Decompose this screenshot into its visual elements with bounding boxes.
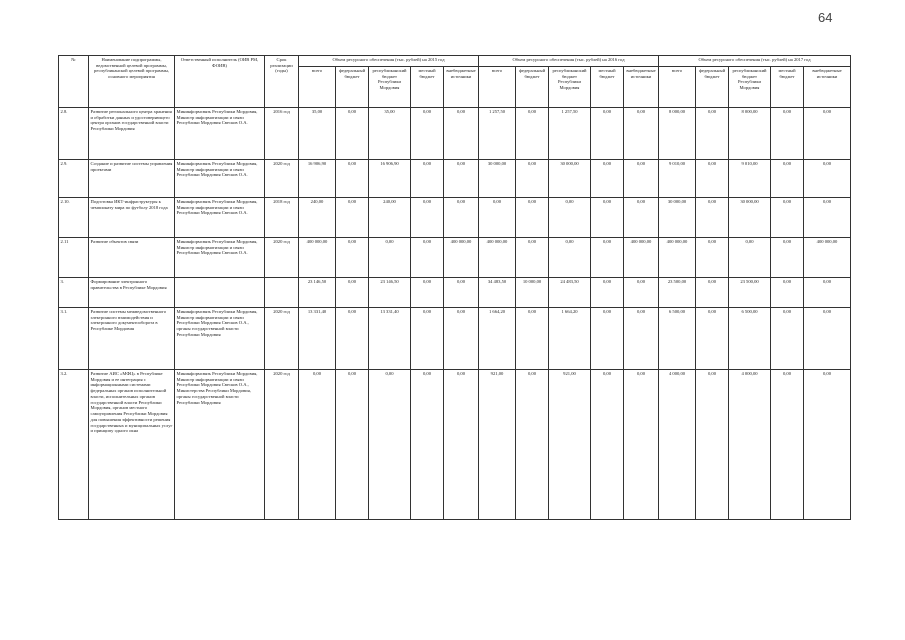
row-term [265, 278, 299, 308]
cell-value: 1 664,20 [479, 308, 516, 370]
cell-value: 0,00 [411, 308, 444, 370]
header-sub-4: внебюджетные источники [444, 67, 479, 108]
header-name: Наименование подпрограммы, ведомственной целевой программы, республиканской целевой программы, основного мероприятия [89, 56, 175, 108]
header-sub-2: республиканский бюджет Республики Мордовия [369, 67, 411, 108]
table-body [59, 108, 851, 520]
cell-value: 16 906,90 [369, 160, 411, 198]
row-number: 2.10. [59, 198, 89, 238]
cell-value: 400 000,00 [299, 238, 336, 278]
cell-value: 0,00 [624, 370, 659, 520]
header-sub-2: республиканский бюджет Республики Мордовия [549, 67, 591, 108]
cell-value: 0,00 [591, 278, 624, 308]
cell-value: 0,00 [624, 108, 659, 160]
cell-value: 0,00 [549, 198, 591, 238]
row-name: Создание и развитие системы управления проектами [89, 160, 175, 198]
cell-value: 0,00 [479, 198, 516, 238]
resource-table [58, 55, 851, 520]
cell-value: 0,00 [591, 108, 624, 160]
cell-value: 24 483,50 [549, 278, 591, 308]
cell-value: 23 146,50 [299, 278, 336, 308]
cell-value: 8 000,00 [729, 108, 771, 160]
cell-value: 0,00 [771, 370, 804, 520]
header-2015: Объем ресурсного обеспечения (тыс. рублей) на 2015 год [299, 56, 479, 67]
cell-value: 8 000,00 [659, 108, 696, 160]
cell-value: 0,00 [336, 238, 369, 278]
cell-value: 34 483,50 [479, 278, 516, 308]
cell-value: 0,00 [696, 278, 729, 308]
row-responsible: Мининформсвязь Республики Мордовия, Министр информатизации и связи Республики Мордовия Свесков О.А. [175, 160, 265, 198]
row-number: 3. [59, 278, 89, 308]
cell-value: 0,00 [411, 278, 444, 308]
cell-value: 6 500,00 [729, 308, 771, 370]
row-responsible: Мининформсвязь Республики Мордовия, Министр информатизации и связи Республики Мордовия Свесков О.А., Министерства Республики Мордовия, органы государственной власти Республики Мордовия [175, 370, 265, 520]
cell-value: 0,00 [771, 160, 804, 198]
cell-value: 0,00 [336, 198, 369, 238]
header-num: № [59, 56, 89, 108]
cell-value: 400 000,00 [624, 238, 659, 278]
header-sub-0: всего [299, 67, 336, 108]
cell-value: 9 010,00 [729, 160, 771, 198]
table-row [59, 160, 851, 198]
cell-value: 0,00 [516, 308, 549, 370]
cell-value: 0,00 [771, 238, 804, 278]
header-2016: Объем ресурсного обеспечения (тыс. рублей) на 2016 год [479, 56, 659, 67]
row-responsible: Мининформсвязь Республики Мордовия, Министр информатизации и связи Республики Мордовия Свесков О.А. [175, 238, 265, 278]
header-sub-0: всего [479, 67, 516, 108]
cell-value: 0,00 [696, 198, 729, 238]
row-term: 2020 год [265, 160, 299, 198]
header-term: Срок реализации (годы) [265, 56, 299, 108]
cell-value: 400 000,00 [479, 238, 516, 278]
cell-value: 0,00 [696, 308, 729, 370]
cell-value: 0,00 [771, 198, 804, 238]
cell-value: 0,00 [516, 160, 549, 198]
row-responsible: Мининформсвязь Республики Мордовия, Министр информатизации и связи Республики Мордовия Свесков О.А., органы государственной власти Республики Мордовия [175, 308, 265, 370]
row-name: Развитие регионального центра хранения и обработки данных и удостоверяющего центра органов государственной власти Республики Мордовия [89, 108, 175, 160]
cell-value: 4 000,00 [729, 370, 771, 520]
header-sub-4: внебюджетные источники [624, 67, 659, 108]
header-sub-3: местный бюджет [771, 67, 804, 108]
header-sub-3: местный бюджет [411, 67, 444, 108]
cell-value: 0,00 [336, 278, 369, 308]
row-number: 2.11 [59, 238, 89, 278]
cell-value: 0,00 [516, 238, 549, 278]
cell-value: 0,00 [369, 370, 411, 520]
cell-value: 0,00 [591, 160, 624, 198]
cell-value: 240,00 [299, 198, 336, 238]
cell-value: 0,00 [771, 308, 804, 370]
header-sub-2: республиканский бюджет Республики Мордовия [729, 67, 771, 108]
cell-value: 0,00 [591, 238, 624, 278]
cell-value: 0,00 [444, 198, 479, 238]
cell-value: 0,00 [696, 108, 729, 160]
header-sub-4: внебюджетные источники [804, 67, 851, 108]
cell-value: 400 000,00 [804, 238, 851, 278]
cell-value: 1 257,50 [549, 108, 591, 160]
row-name: Развитие системы межведомственного электронного взаимодействия и электронного документооборота в Республике Мордовия [89, 308, 175, 370]
cell-value: 0,00 [624, 160, 659, 198]
row-term: 2020 год [265, 370, 299, 520]
cell-value: 0,00 [336, 160, 369, 198]
cell-value: 400 000,00 [444, 238, 479, 278]
cell-value: 0,00 [804, 370, 851, 520]
cell-value: 0,00 [444, 308, 479, 370]
row-name: Развитие объектов связи [89, 238, 175, 278]
cell-value: 35,00 [299, 108, 336, 160]
row-responsible: Мининформсвязь Республики Мордовия, Министр информатизации и связи Республики Мордовия Свесков О.А. [175, 198, 265, 238]
cell-value: 0,00 [516, 108, 549, 160]
cell-value: 0,00 [336, 108, 369, 160]
header-sub-0: всего [659, 67, 696, 108]
cell-value: 35,00 [369, 108, 411, 160]
cell-value: 0,00 [444, 108, 479, 160]
table-row [59, 308, 851, 370]
row-responsible [175, 278, 265, 308]
cell-value: 23 500,00 [659, 278, 696, 308]
cell-value: 30 000,00 [659, 198, 696, 238]
table-row [59, 238, 851, 278]
cell-value: 921,00 [549, 370, 591, 520]
page-number: 64 [818, 10, 833, 25]
cell-value: 0,00 [804, 198, 851, 238]
row-name: Развитие АИС «МФЦ» в Республике Мордовия и ее интеграция с информационными системами федеральных органов исполнительной власти, исполнительных органов государственной власти Республики Мордовия, органов местного самоуправления Республики Мордовия для повышения эффективности решения государственных и муниципальных услуг и принципу одного окна [89, 370, 175, 520]
row-name: Подготовка ИКТ-инфраструктуры к чемпионату мира по футболу 2018 года [89, 198, 175, 238]
row-number: 2.9. [59, 160, 89, 198]
cell-value: 1 257,50 [479, 108, 516, 160]
row-term: 2016 год [265, 108, 299, 160]
cell-value: 0,00 [336, 308, 369, 370]
row-term: 2018 год [265, 198, 299, 238]
cell-value: 0,00 [624, 278, 659, 308]
cell-value: 0,00 [696, 370, 729, 520]
table-row [59, 370, 851, 520]
cell-value: 0,00 [369, 238, 411, 278]
cell-value: 0,00 [411, 198, 444, 238]
cell-value: 0,00 [411, 108, 444, 160]
cell-value: 10 000,00 [516, 278, 549, 308]
row-number: 3.2. [59, 370, 89, 520]
header-sub-1: федеральный бюджет [696, 67, 729, 108]
row-term: 2020 год [265, 308, 299, 370]
cell-value: 240,00 [369, 198, 411, 238]
row-name: Формирование электронного правительства в Республике Мордовия [89, 278, 175, 308]
cell-value: 0,00 [804, 278, 851, 308]
cell-value: 13 331,40 [299, 308, 336, 370]
cell-value: 30 000,00 [729, 198, 771, 238]
cell-value: 16 906,90 [299, 160, 336, 198]
cell-value: 23 500,00 [729, 278, 771, 308]
cell-value: 0,00 [591, 198, 624, 238]
cell-value: 400 000,00 [659, 238, 696, 278]
header-2017: Объем ресурсного обеспечения (тыс. рублей) на 2017 год [659, 56, 851, 67]
cell-value: 0,00 [299, 370, 336, 520]
header-responsible: Ответственный исполнитель (ОИВ РМ, ФОИВ) [175, 56, 265, 108]
row-number: 2.8. [59, 108, 89, 160]
cell-value: 0,00 [444, 160, 479, 198]
cell-value: 921,00 [479, 370, 516, 520]
cell-value: 0,00 [516, 198, 549, 238]
table-row [59, 278, 851, 308]
header-sub-1: федеральный бюджет [336, 67, 369, 108]
header-sub-1: федеральный бюджет [516, 67, 549, 108]
cell-value: 0,00 [411, 370, 444, 520]
cell-value: 0,00 [696, 238, 729, 278]
cell-value: 0,00 [444, 370, 479, 520]
cell-value: 0,00 [804, 160, 851, 198]
cell-value: 0,00 [336, 370, 369, 520]
cell-value: 0,00 [591, 370, 624, 520]
table-row [59, 198, 851, 238]
cell-value: 0,00 [411, 238, 444, 278]
cell-value: 23 146,50 [369, 278, 411, 308]
cell-value: 0,00 [771, 278, 804, 308]
cell-value: 4 000,00 [659, 370, 696, 520]
cell-value: 0,00 [624, 308, 659, 370]
table-row [59, 108, 851, 160]
cell-value: 0,00 [624, 198, 659, 238]
cell-value: 0,00 [804, 108, 851, 160]
cell-value: 30 000,00 [549, 160, 591, 198]
cell-value: 30 000,00 [479, 160, 516, 198]
row-number: 3.1. [59, 308, 89, 370]
cell-value: 0,00 [804, 308, 851, 370]
cell-value: 0,00 [729, 238, 771, 278]
cell-value: 0,00 [411, 160, 444, 198]
cell-value: 0,00 [591, 308, 624, 370]
cell-value: 6 500,00 [659, 308, 696, 370]
cell-value: 0,00 [549, 238, 591, 278]
cell-value: 9 010,00 [659, 160, 696, 198]
cell-value: 0,00 [771, 108, 804, 160]
cell-value: 0,00 [444, 278, 479, 308]
header-sub-3: местный бюджет [591, 67, 624, 108]
cell-value: 1 664,20 [549, 308, 591, 370]
cell-value: 13 331,40 [369, 308, 411, 370]
cell-value: 0,00 [696, 160, 729, 198]
cell-value: 0,00 [516, 370, 549, 520]
row-responsible: Мининформсвязь Республики Мордовия, Министр информатизации и связи Республики Мордовия Свесков О.А. [175, 108, 265, 160]
row-term: 2020 год [265, 238, 299, 278]
